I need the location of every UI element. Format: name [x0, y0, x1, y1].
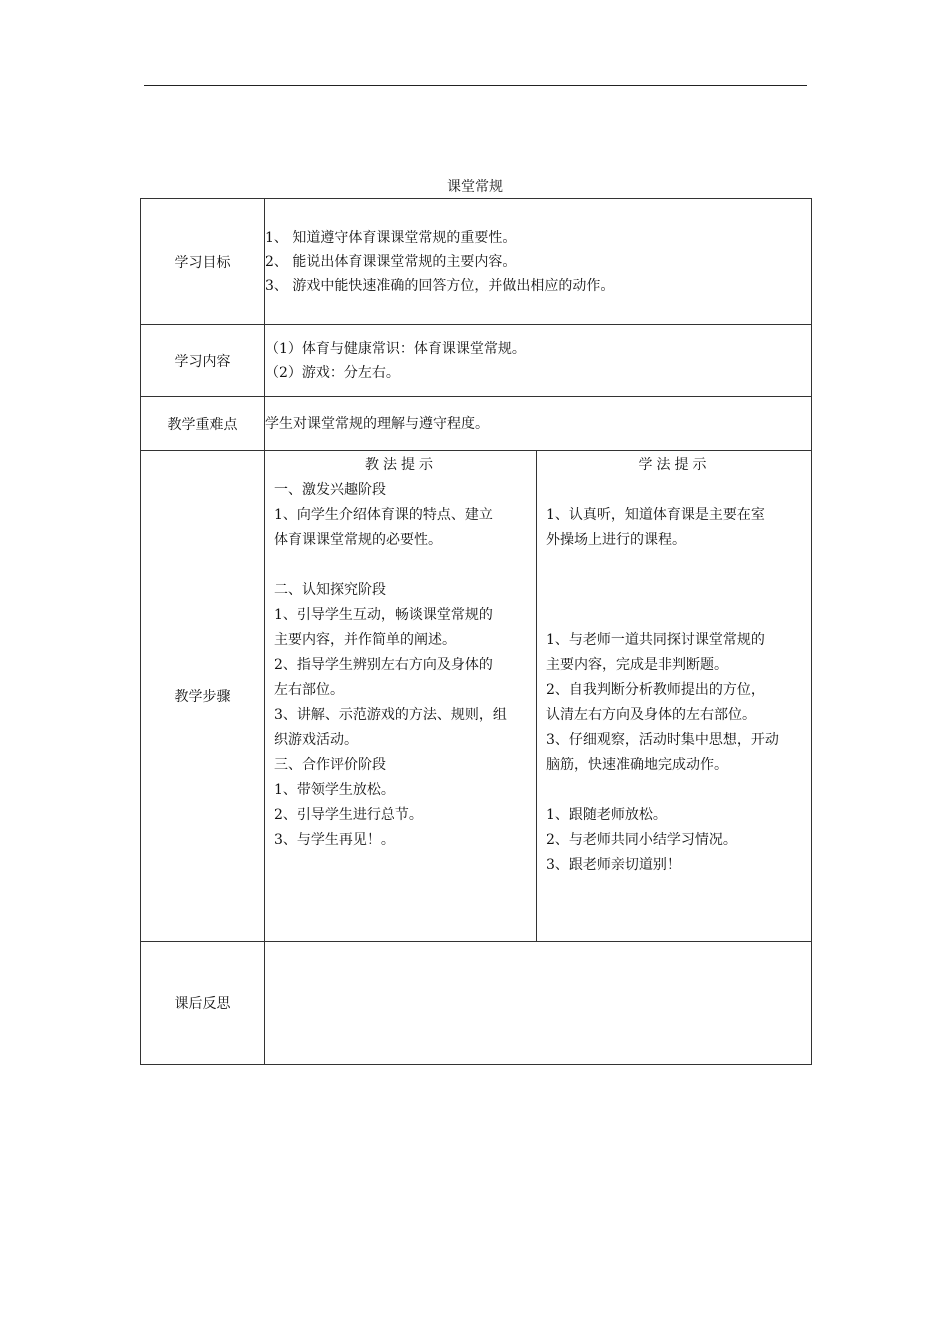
learning-tips-header: 学法提示	[638, 457, 711, 473]
learning-line: 外操场上进行的课程。	[546, 532, 686, 548]
goals-label: 学习目标	[141, 199, 265, 325]
teaching-line: 体育课课堂常规的必要性。	[274, 532, 442, 548]
content-content	[265, 325, 812, 397]
teaching-line: 1、向学生介绍体育课的特点、建立	[274, 507, 493, 523]
content-line: （1）体育与健康常识：体育课课堂常规。	[265, 340, 526, 357]
learning-line: 1、认真听，知道体育课是主要在室	[546, 507, 765, 523]
learning-line: 3、仔细观察，活动时集中思想，开动	[546, 732, 779, 748]
teaching-stage-heading: 二、认知探究阶段	[274, 582, 386, 598]
teaching-tips-column	[265, 451, 537, 941]
document-title: 课堂常规	[447, 179, 503, 195]
teaching-line: 织游戏活动。	[274, 732, 358, 748]
teaching-line: 主要内容，并作简单的阐述。	[274, 632, 456, 648]
content-line: （2）游戏：分左右。	[265, 364, 400, 381]
learning-line: 2、与老师共同小结学习情况。	[546, 832, 737, 848]
learning-line: 1、跟随老师放松。	[546, 807, 667, 823]
teaching-line: 1、引导学生互动，畅谈课堂常规的	[274, 607, 493, 623]
row-content	[141, 325, 812, 397]
learning-tips-column	[537, 451, 811, 941]
learning-line: 脑筋，快速准确地完成动作。	[546, 757, 728, 773]
header-rule	[144, 85, 807, 86]
teaching-line: 3、与学生再见！。	[274, 832, 395, 848]
goal-line: 2、 能说出体育课课堂常规的主要内容。	[265, 253, 517, 270]
learning-line: 1、与老师一道共同探讨课堂常规的	[546, 632, 765, 648]
learning-line: 2、自我判断分析教师提出的方位，	[546, 682, 765, 698]
reflection-content	[265, 942, 812, 1065]
teaching-line: 2、指导学生辨别左右方向及身体的	[274, 657, 493, 673]
key-points-text: 学生对课堂常规的理解与遵守程度。	[265, 397, 812, 451]
steps-label: 教学步骤	[141, 451, 265, 942]
teaching-stage-heading: 一、激发兴趣阶段	[274, 482, 386, 498]
goal-line: 1、 知道遵守体育课课堂常规的重要性。	[265, 229, 517, 246]
learning-line: 认清左右方向及身体的左右部位。	[546, 707, 756, 723]
teaching-stage-heading: 三、合作评价阶段	[274, 757, 386, 773]
teaching-line: 1、带领学生放松。	[274, 782, 395, 798]
row-reflection	[141, 942, 812, 1065]
teaching-line: 3、讲解、示范游戏的方法、规则，组	[274, 707, 507, 723]
learning-line: 3、跟老师亲切道别！	[546, 857, 681, 873]
row-steps	[141, 451, 812, 942]
teaching-line: 左右部位。	[274, 682, 344, 698]
content-label: 学习内容	[141, 325, 265, 397]
teaching-tips-header: 教法提示	[365, 457, 437, 473]
row-goals	[141, 199, 812, 325]
reflection-label: 课后反思	[141, 942, 265, 1065]
key-points-label: 教学重难点	[141, 397, 265, 451]
learning-line: 主要内容，完成是非判断题。	[546, 657, 728, 673]
lesson-plan-table	[140, 198, 812, 1065]
steps-content	[265, 451, 812, 942]
goals-content	[265, 199, 812, 325]
goal-line: 3、 游戏中能快速准确的回答方位，并做出相应的动作。	[265, 277, 615, 294]
row-key-points	[141, 397, 812, 451]
teaching-line: 2、引导学生进行总节。	[274, 807, 423, 823]
